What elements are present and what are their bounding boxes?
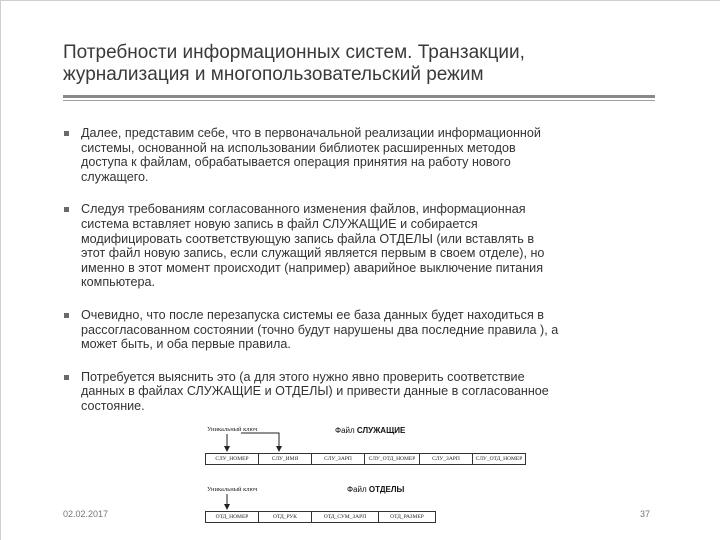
title-divider-thick: [63, 95, 655, 98]
bullet-line: данных в файлах СЛУЖАЩИЕ и ОТДЕЛЫ) и привести данные в согласованное: [81, 384, 549, 399]
file-structure-diagram: [197, 423, 523, 531]
bullet-marker: [64, 207, 69, 212]
field-cell: СЛУ_ОТД_НОМЕР: [475, 456, 523, 462]
bullet-line: служащего.: [81, 169, 149, 184]
file-name-employees: СЛУЖАЩИЕ: [356, 426, 406, 435]
field-cell: ОТД_СУМ_ЗАРП: [312, 512, 379, 522]
bullet-line: этот файл новую запись, если служащий является первым в своем отделе), но: [81, 246, 545, 261]
field-cell: ОТД_НОМЕР: [206, 512, 259, 522]
slide-title-line-1: Потребности информационных систем. Транзакции,: [63, 42, 525, 63]
title-divider-thin: [63, 100, 655, 101]
file-label-prefix: Файл: [335, 426, 355, 435]
file-label-prefix: Файл: [347, 485, 367, 494]
bullet-line: система вставляет новую запись в файл СЛУЖАЩИЕ и собирается: [81, 216, 478, 231]
bullet-line: Очевидно, что после перезапуска системы ее база данных будет находиться в: [81, 307, 544, 322]
file-label-employees: [335, 426, 405, 435]
bullet-item: [63, 308, 663, 352]
bullet-marker: [64, 313, 69, 318]
footer-date: 02.02.2017: [63, 509, 109, 519]
bullet-line: рассогласованном состоянии (точно будут нарушены два последние правила ), а: [81, 322, 559, 337]
bullet-line: Следуя требованиям согласованного изменения файлов, информационная: [81, 202, 526, 217]
file-name-departments: ОТДЕЛЫ: [368, 485, 405, 494]
departments-record: [205, 511, 436, 523]
field-cell: СЛУ_ИМЯ: [259, 454, 312, 464]
page-number: 37: [640, 509, 651, 519]
slide-title-line-2: журнализация и многопользовательский режим: [63, 64, 484, 85]
bullet-line: именно в этот момент происходит (например) аварийное выключение питания: [81, 260, 544, 275]
bullet-item: [63, 126, 663, 184]
bullet-line: компьютера.: [81, 275, 156, 290]
bullet-line: Далее, представим себе, что в первоначальной реализации информационной: [81, 126, 541, 140]
bullet-item: [63, 202, 663, 290]
bullet-line: Потребуется выяснить это (а для этого нужно явно проверить соответствие: [81, 369, 525, 384]
bullet-line: системы, основанной на использовании библиотек расширенных методов: [81, 140, 516, 155]
bullet-line: доступа к файлам, обрабатывается операция принятия на работу нового: [81, 155, 511, 170]
slide-left-border: [0, 0, 1, 540]
employees-record: [205, 453, 526, 465]
unique-key-label-1: Уникальный ключ: [207, 426, 258, 433]
bullet-line: может быть, и оба первые правила.: [81, 337, 291, 352]
unique-key-arrow-1b: [241, 433, 279, 451]
bullet-list: [63, 126, 663, 432]
bullet-marker: [64, 131, 69, 136]
bullet-line: состояние.: [81, 398, 145, 413]
field-cell: СЛУ_ЗАРП: [420, 454, 473, 464]
bullet-item: [63, 370, 663, 414]
field-cell: СЛУ_ОТД_НОМЕР: [365, 454, 420, 464]
field-cell: СЛУ_НОМЕР: [206, 454, 259, 464]
field-cell: ОТД_РУК: [259, 512, 312, 522]
field-cell: СЛУ_ЗАРП: [312, 454, 365, 464]
slide-top-border: [0, 0, 720, 1]
bullet-line: модифицировать соответствующую запись файла ОТДЕЛЫ (или вставлять в: [81, 231, 535, 246]
slide-title: [63, 42, 663, 86]
file-label-departments: [347, 485, 404, 494]
bullet-marker: [64, 375, 69, 380]
unique-key-label-2: Уникальный ключ: [207, 486, 258, 493]
field-cell: ОТД_РАЗМЕР: [390, 514, 424, 520]
